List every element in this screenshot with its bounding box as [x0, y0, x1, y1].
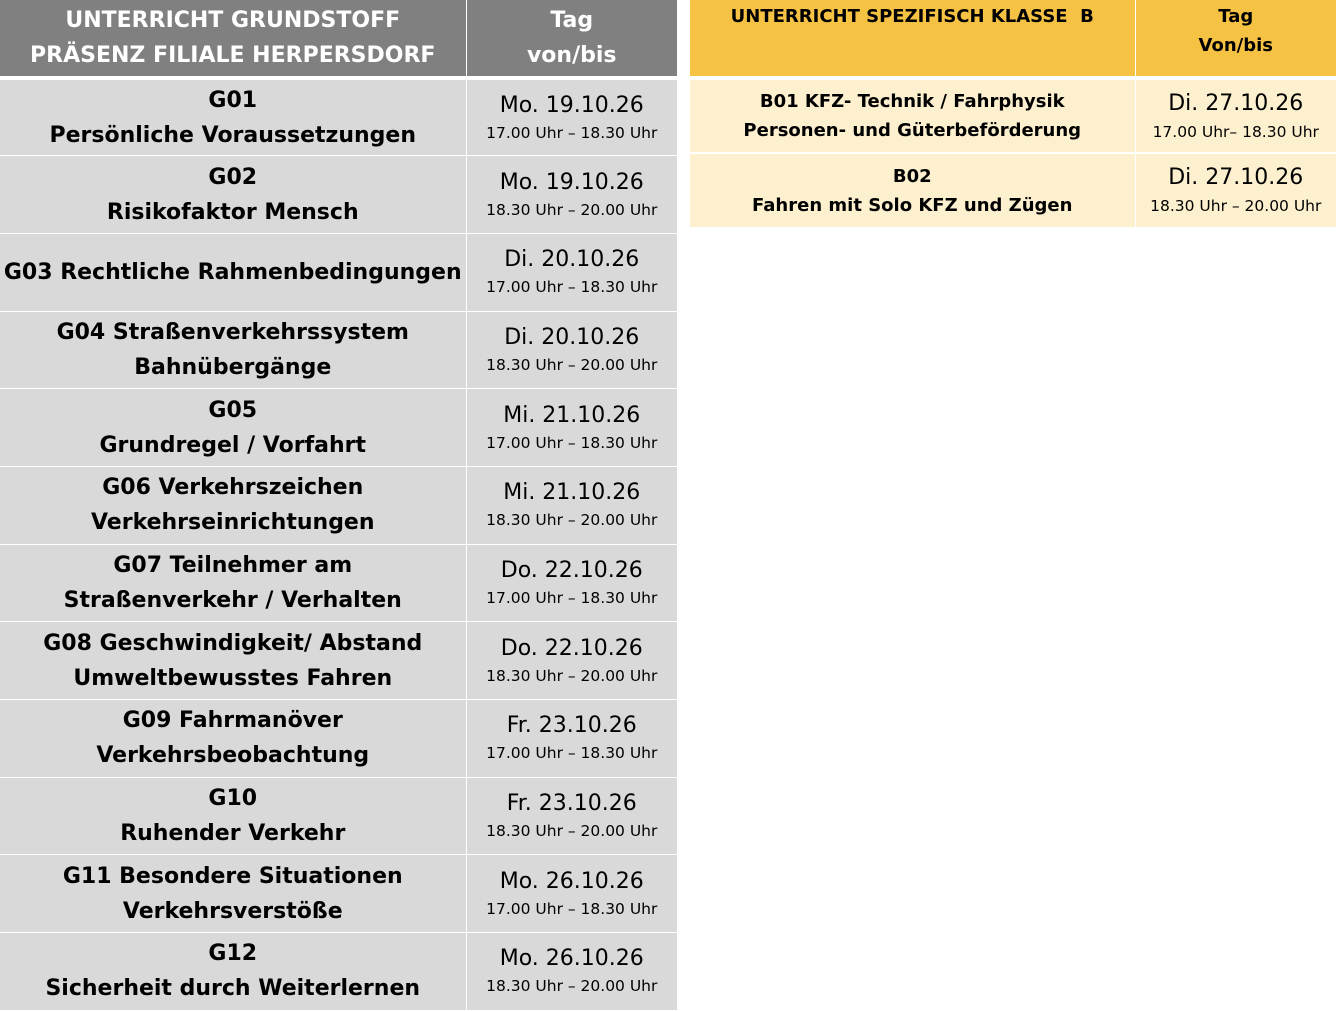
lesson-time: 17.00 Uhr – 18.30 Uhr	[467, 121, 678, 145]
lesson-title-line1: G02	[0, 160, 466, 195]
lesson-time: 17.00 Uhr– 18.30 Uhr	[1136, 119, 1336, 145]
table-row	[0, 156, 677, 234]
table-row	[0, 855, 677, 933]
lesson-title-line2: Persönliche Voraussetzungen	[0, 118, 466, 153]
date-cell	[466, 156, 677, 234]
lesson-title-line1: G03 Rechtliche Rahmenbedingungen	[0, 255, 466, 290]
grundstoff-date-header	[466, 0, 677, 78]
spezifisch-date-header-line2: Von/bis	[1136, 31, 1336, 60]
lesson-time: 17.00 Uhr – 18.30 Uhr	[467, 897, 678, 921]
lesson-title-line1: G07 Teilnehmer am	[0, 548, 466, 583]
lesson-cell	[0, 233, 466, 311]
spezifisch-schedule-table	[690, 0, 1336, 229]
lesson-cell	[0, 311, 466, 389]
table-row	[0, 622, 677, 700]
date-cell	[466, 466, 677, 544]
lesson-title-line2: Verkehrsverstöße	[0, 894, 466, 929]
table-row	[690, 153, 1336, 228]
lesson-day: Do. 22.10.26	[467, 634, 678, 664]
table-row	[0, 233, 677, 311]
lesson-title-line1: G01	[0, 83, 466, 118]
lesson-title-line2: Sicherheit durch Weiterlernen	[0, 971, 466, 1006]
lesson-cell	[0, 544, 466, 622]
lesson-title-line1: G11 Besondere Situationen	[0, 859, 466, 894]
table-row	[0, 933, 677, 1011]
lesson-title-line2: Personen- und Güterbeförderung	[690, 116, 1135, 145]
lesson-title-line2: Verkehrsbeobachtung	[0, 738, 466, 773]
date-cell	[466, 933, 677, 1011]
lesson-time: 18.30 Uhr – 20.00 Uhr	[467, 974, 678, 998]
lesson-time: 18.30 Uhr – 20.00 Uhr	[467, 353, 678, 377]
date-cell	[466, 544, 677, 622]
lesson-title-line1: B01 KFZ- Technik / Fahrphysik	[690, 87, 1135, 116]
lesson-day: Mo. 26.10.26	[467, 944, 678, 974]
spezifisch-title-line1: UNTERRICHT SPEZIFISCH KLASSE B	[690, 2, 1135, 31]
grundstoff-date-header-line2: von/bis	[467, 38, 678, 73]
lesson-title-line1: G04 Straßenverkehrssystem	[0, 315, 466, 350]
spezifisch-date-header-line1: Tag	[1136, 2, 1336, 31]
date-cell	[466, 389, 677, 467]
lesson-title-line2: Bahnübergänge	[0, 350, 466, 385]
lesson-day: Do. 22.10.26	[467, 556, 678, 586]
lesson-day: Di. 27.10.26	[1136, 88, 1336, 119]
lesson-time: 18.30 Uhr – 20.00 Uhr	[467, 664, 678, 688]
date-cell	[466, 311, 677, 389]
lesson-cell	[0, 777, 466, 855]
lesson-cell	[0, 933, 466, 1011]
spezifisch-header-row	[690, 0, 1336, 78]
lesson-cell	[690, 153, 1135, 228]
lesson-title-line1: G06 Verkehrszeichen	[0, 470, 466, 505]
lesson-title-line2: Risikofaktor Mensch	[0, 195, 466, 230]
lesson-title-line1: G05	[0, 393, 466, 428]
lesson-day: Mo. 26.10.26	[467, 867, 678, 897]
lesson-cell	[690, 78, 1135, 153]
grundstoff-header-row	[0, 0, 677, 78]
lesson-day: Di. 20.10.26	[467, 323, 678, 353]
lesson-day: Mo. 19.10.26	[467, 91, 678, 121]
lesson-title-line2: Straßenverkehr / Verhalten	[0, 583, 466, 618]
grundstoff-rows	[0, 78, 677, 1010]
date-cell	[466, 622, 677, 700]
lesson-title-line1: B02	[690, 162, 1135, 191]
lesson-time: 17.00 Uhr – 18.30 Uhr	[467, 741, 678, 765]
lesson-time: 18.30 Uhr – 20.00 Uhr	[1136, 193, 1336, 219]
grundstoff-title-line1: UNTERRICHT GRUNDSTOFF	[0, 3, 466, 38]
table-row	[0, 389, 677, 467]
table-row	[0, 544, 677, 622]
lesson-day: Di. 20.10.26	[467, 245, 678, 275]
table-row	[0, 466, 677, 544]
lesson-day: Mi. 21.10.26	[467, 401, 678, 431]
lesson-cell	[0, 78, 466, 156]
table-row	[0, 700, 677, 778]
lesson-day: Fr. 23.10.26	[467, 711, 678, 741]
lesson-title-line2: Fahren mit Solo KFZ und Zügen	[690, 191, 1135, 220]
lesson-title-line1: G10	[0, 781, 466, 816]
lesson-cell	[0, 466, 466, 544]
table-row	[0, 777, 677, 855]
spezifisch-title-header	[690, 0, 1135, 78]
date-cell	[466, 233, 677, 311]
spezifisch-date-header	[1135, 0, 1336, 78]
lesson-cell	[0, 622, 466, 700]
date-cell	[1135, 78, 1336, 153]
table-row	[0, 78, 677, 156]
grundstoff-title-header	[0, 0, 466, 78]
date-cell	[466, 78, 677, 156]
lesson-title-line1: G09 Fahrmanöver	[0, 703, 466, 738]
lesson-time: 18.30 Uhr – 20.00 Uhr	[467, 508, 678, 532]
lesson-time: 17.00 Uhr – 18.30 Uhr	[467, 275, 678, 299]
lesson-day: Mi. 21.10.26	[467, 478, 678, 508]
lesson-title-line1: G12	[0, 936, 466, 971]
grundstoff-date-header-line1: Tag	[467, 3, 678, 38]
lesson-time: 18.30 Uhr – 20.00 Uhr	[467, 198, 678, 222]
lesson-title-line2: Ruhender Verkehr	[0, 816, 466, 851]
grundstoff-title-line2: PRÄSENZ FILIALE HERPERSDORF	[0, 38, 466, 73]
lesson-title-line2: Grundregel / Vorfahrt	[0, 428, 466, 463]
date-cell	[1135, 153, 1336, 228]
date-cell	[466, 855, 677, 933]
lesson-day: Mo. 19.10.26	[467, 168, 678, 198]
lesson-time: 17.00 Uhr – 18.30 Uhr	[467, 586, 678, 610]
lesson-title-line1: G08 Geschwindigkeit/ Abstand	[0, 626, 466, 661]
lesson-time: 18.30 Uhr – 20.00 Uhr	[467, 819, 678, 843]
lesson-day: Fr. 23.10.26	[467, 789, 678, 819]
lesson-title-line2: Verkehrseinrichtungen	[0, 505, 466, 540]
lesson-day: Di. 27.10.26	[1136, 162, 1336, 193]
lesson-cell	[0, 156, 466, 234]
table-row	[690, 78, 1336, 153]
spezifisch-rows	[690, 78, 1336, 228]
lesson-cell	[0, 700, 466, 778]
date-cell	[466, 777, 677, 855]
date-cell	[466, 700, 677, 778]
lesson-cell	[0, 389, 466, 467]
table-row	[0, 311, 677, 389]
lesson-time: 17.00 Uhr – 18.30 Uhr	[467, 431, 678, 455]
lesson-cell	[0, 855, 466, 933]
lesson-title-line2: Umweltbewusstes Fahren	[0, 661, 466, 696]
